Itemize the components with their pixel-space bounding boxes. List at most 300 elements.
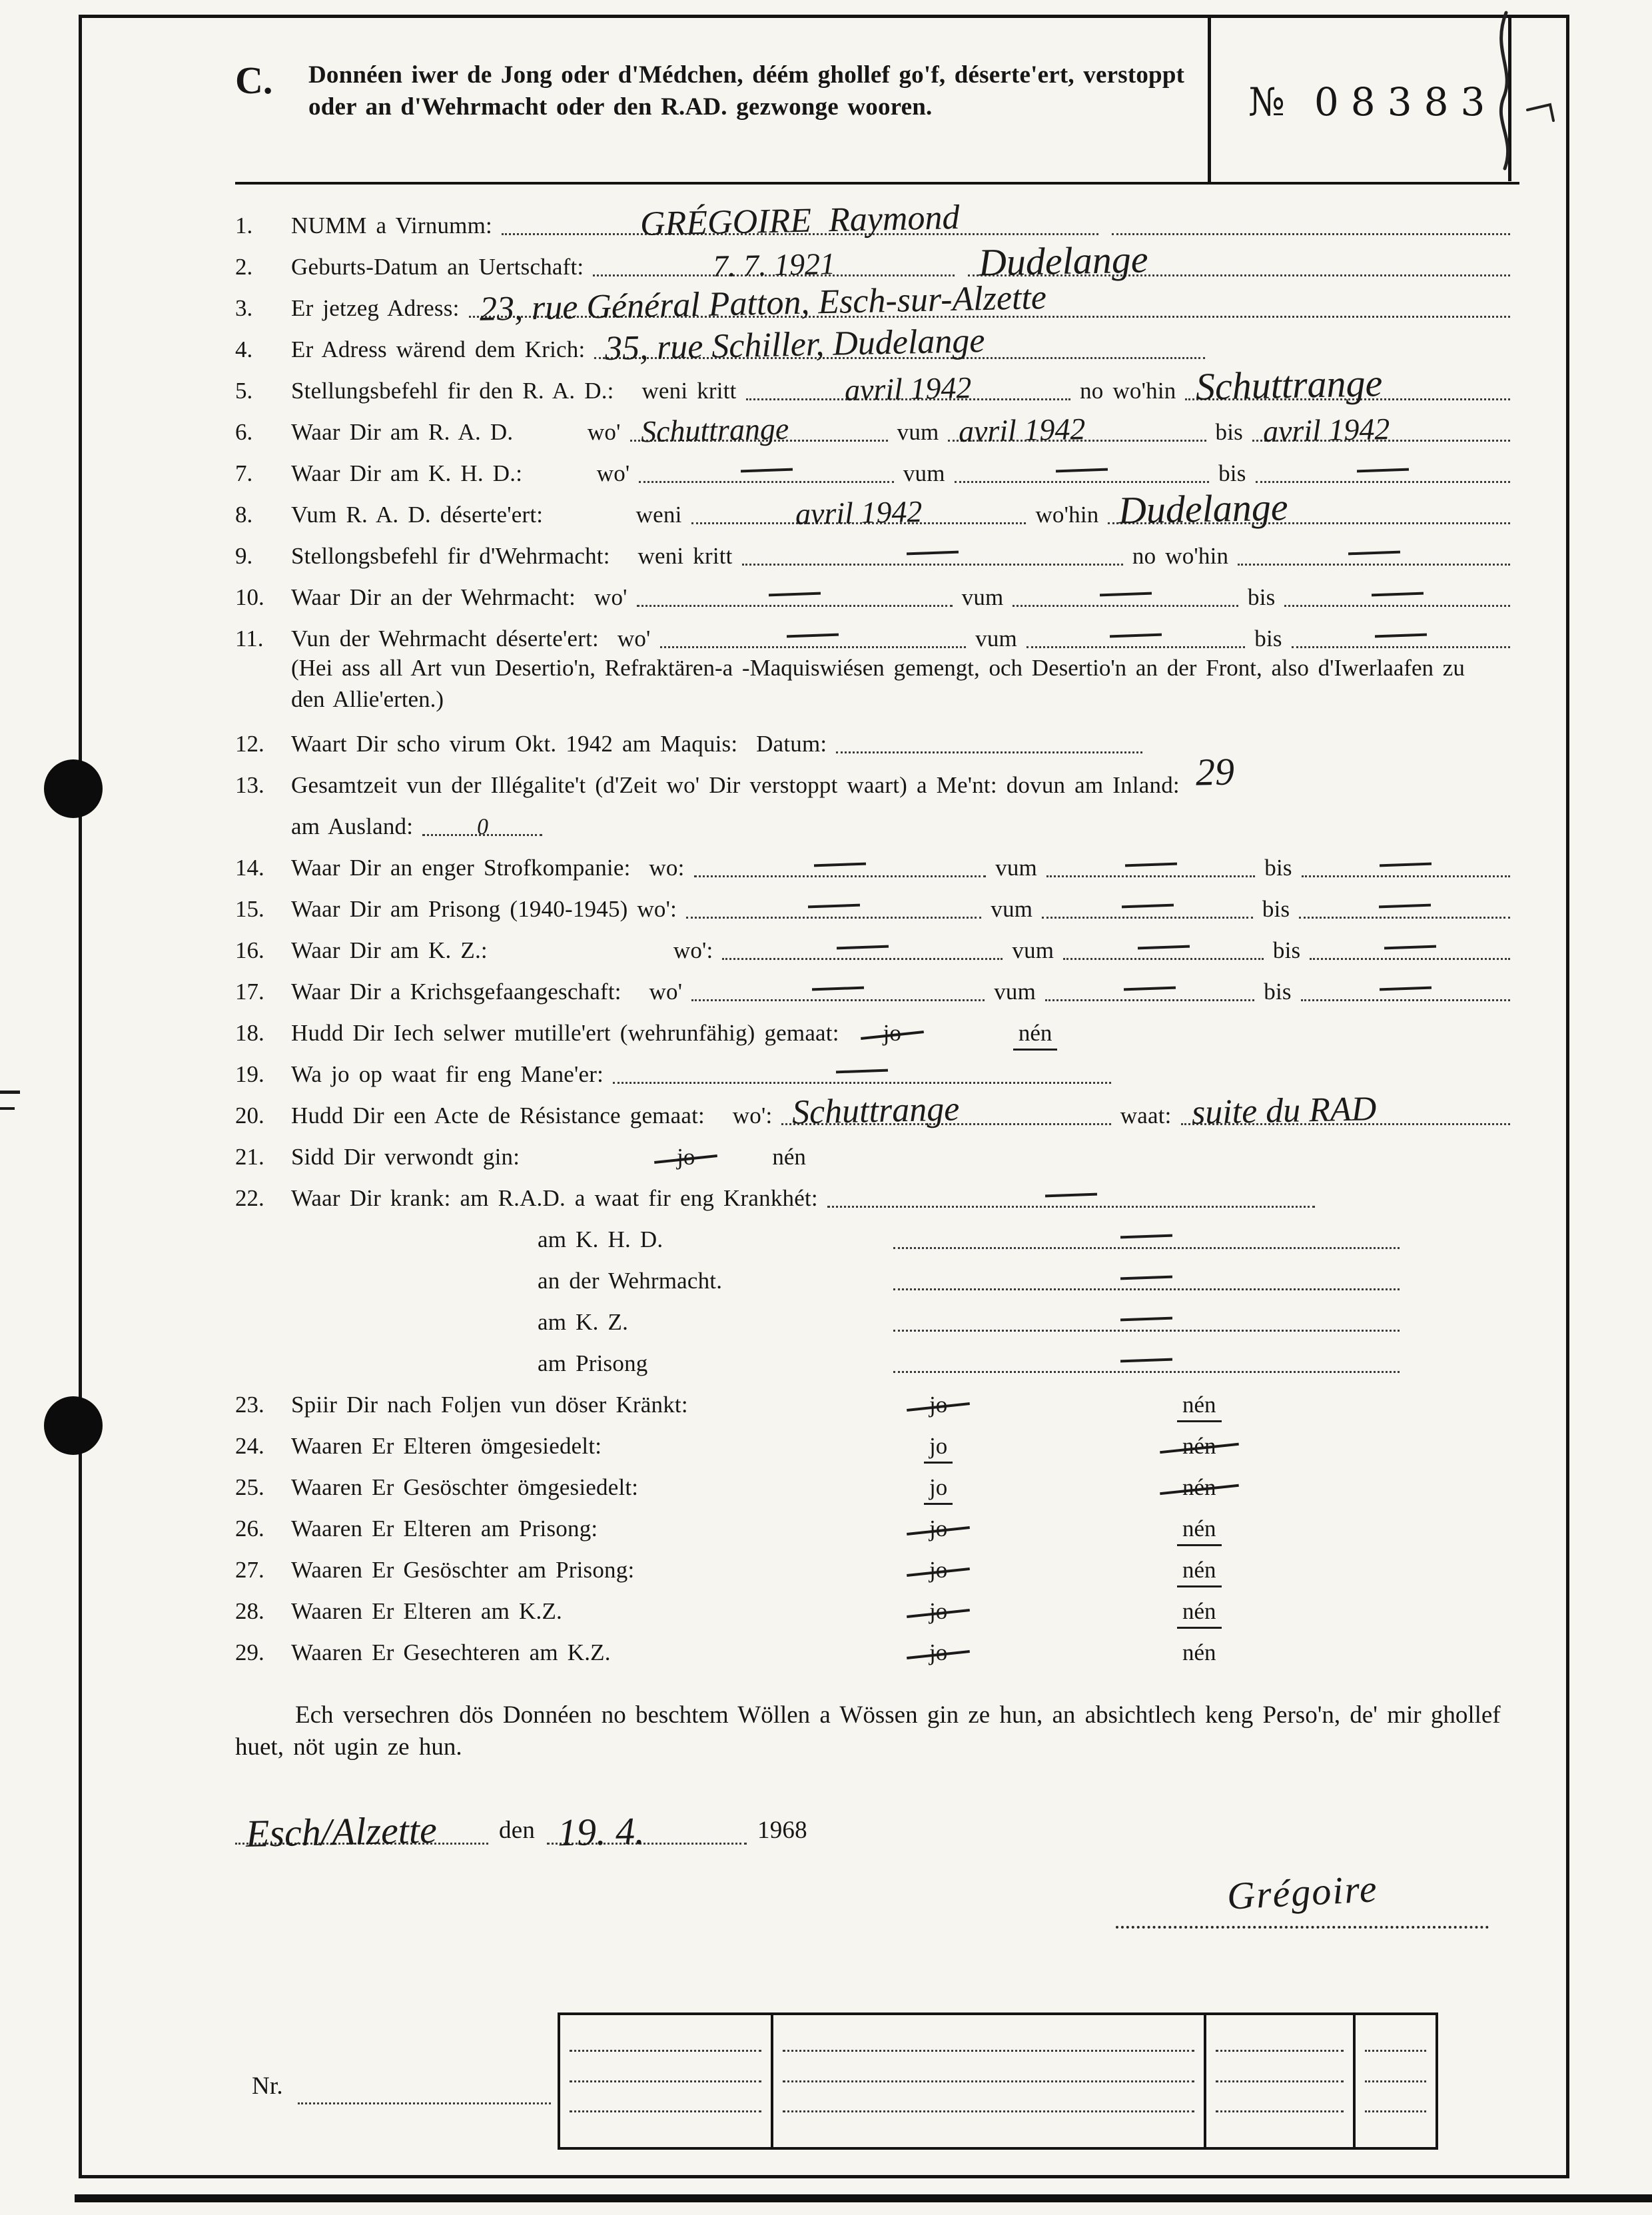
item-number: 12. [235, 731, 264, 757]
item-number: 3. [235, 295, 253, 321]
form-row-27 [235, 1546, 1519, 1587]
item-label: Waaren Er Gesechteren am K.Z. [291, 1639, 611, 1665]
dotted-line [836, 745, 1142, 753]
den-label: den [499, 1817, 536, 1844]
item-content [291, 1268, 1519, 1298]
item-content [291, 1392, 1519, 1422]
footer-table-dotted-row [1365, 2050, 1426, 2052]
dotted-line [1108, 485, 1510, 532]
footer-table-dotted-row [1365, 2110, 1426, 2112]
item-content [291, 1090, 1519, 1133]
item-label: vum [995, 855, 1037, 881]
handwritten-dash [1120, 1358, 1172, 1363]
place-date-row [235, 1801, 1519, 1855]
item-label: vum [903, 460, 945, 486]
handwritten-value: 0 [476, 815, 489, 840]
item-content [291, 1557, 1519, 1587]
footer-table-dotted-row [570, 2110, 761, 2112]
dotted-line [1112, 226, 1510, 235]
form-row-8 [235, 485, 1519, 532]
handwritten-dash [836, 1069, 888, 1074]
form-row-16 [235, 927, 1519, 968]
item-content [291, 460, 1519, 491]
item-label: am Prisong [538, 1350, 648, 1376]
answer-jo: jo [924, 1474, 953, 1505]
section-letter: C. [235, 59, 273, 102]
handwritten-value: Schuttrange [640, 411, 789, 448]
handwritten-dash [837, 945, 889, 950]
handwritten-dash [787, 634, 839, 638]
dotted-line [686, 905, 981, 919]
form-number-value: 08383 [1314, 79, 1497, 125]
item-content [291, 411, 1519, 450]
signature-handwritten: Grégoire [1226, 1867, 1379, 1918]
item-label: am Ausland: [291, 813, 414, 839]
form-row-29 [235, 1629, 1519, 1670]
dotted-line [691, 987, 985, 1001]
handwritten-dash [1375, 634, 1427, 638]
item-label: Sidd Dir verwondt gin: [291, 1144, 520, 1170]
item-label: Vun der Wehrmacht déserte'ert: wo' [291, 626, 651, 652]
item-label: vum [897, 419, 939, 445]
item-content [291, 1185, 1519, 1216]
form-row-4 [235, 322, 1519, 368]
item-number: 6. [235, 419, 253, 445]
form-row-15 [235, 885, 1519, 927]
footer-table-dotted-row [783, 2080, 1194, 2082]
dotted-line [893, 1276, 1400, 1290]
item-number: 5. [235, 378, 253, 404]
handwritten-dash [1379, 904, 1431, 909]
dotted-line [746, 370, 1071, 407]
item-label: bis [1248, 584, 1276, 610]
item-content [291, 896, 1519, 927]
form-row-x13 [235, 803, 1519, 844]
dotted-line [594, 322, 1204, 368]
item-label: Stellongsbefehl fir d'Wehrmacht: weni kritt [291, 543, 733, 569]
handwritten-dash [1045, 1193, 1097, 1198]
handwritten-value: Schuttrange [791, 1090, 961, 1132]
handwritten-dash [808, 904, 860, 909]
form-row-28 [235, 1587, 1519, 1629]
year-label: 1968 [757, 1817, 807, 1844]
item-content [291, 1474, 1519, 1505]
handwritten-value: 7. 7. 1921 [712, 246, 836, 283]
header-divider [235, 182, 1519, 185]
footer-table-dotted-row [1216, 2110, 1344, 2112]
item-label: vum [961, 584, 1004, 610]
footer-table-column [1356, 2015, 1436, 2147]
footer-table [558, 2012, 1438, 2150]
footer-table-column [560, 2015, 773, 2147]
handwritten-dash [1110, 634, 1162, 638]
item-content [291, 937, 1519, 968]
dotted-line [469, 278, 1511, 329]
handwritten-dash [1056, 468, 1108, 473]
item-content [291, 199, 1519, 244]
item-number: 15. [235, 896, 264, 922]
handwritten-value: Dudelange [978, 237, 1149, 284]
form-row-5 [235, 360, 1519, 408]
form-row-20 [235, 1092, 1519, 1133]
item-content [291, 1639, 1519, 1670]
handwritten-dash [812, 987, 864, 991]
dotted-line [1301, 987, 1510, 1001]
answer-nen: nén [1177, 1474, 1222, 1505]
dotted-line [1238, 552, 1510, 566]
dotted-line [722, 946, 1003, 960]
place-line [235, 1807, 488, 1855]
answer-nen: nén [1177, 1392, 1222, 1422]
form-row-23 [235, 1381, 1519, 1422]
pen-mark-icon [1450, 9, 1563, 189]
item-label: Waar Dir a Krichsgefaangeschaft: wo' [291, 979, 683, 1005]
item-number: 20. [235, 1103, 264, 1128]
dotted-line [1310, 946, 1510, 960]
handwritten-dash [1372, 592, 1424, 597]
dotted-line [1063, 946, 1264, 960]
item-number: 17. [235, 979, 264, 1005]
item-label: Waaren Er Elteren ömgesiedelt: [291, 1433, 602, 1459]
form-row-25 [235, 1464, 1519, 1505]
item-number: 9. [235, 543, 253, 569]
dotted-line [1046, 863, 1255, 877]
form-row-17 [235, 968, 1519, 1009]
form-row-26 [235, 1505, 1519, 1546]
item-content [291, 584, 1519, 615]
form-items [235, 199, 1519, 1670]
item-label: am K. Z. [538, 1309, 629, 1335]
dotted-line [1027, 634, 1245, 648]
item-content [291, 360, 1519, 408]
item-label: vum [975, 626, 1017, 652]
item-label: Waar Dir am Prisong (1940-1945) wo': [291, 896, 677, 922]
dotted-line [1013, 593, 1238, 607]
item-content [291, 278, 1519, 329]
handwritten-dash [1380, 987, 1432, 991]
handwritten-dash [1138, 945, 1190, 950]
date-line [547, 1809, 747, 1855]
item-number: 18. [235, 1020, 264, 1046]
handwritten-value: 23, rue Général Patton, Esch-sur-Alzette [478, 278, 1047, 329]
item-label: Geburts-Datum an Uertschaft: [291, 254, 584, 280]
item-label: Waart Dir scho virum Okt. 1942 am Maquis: Datum: [291, 731, 827, 757]
form-row-x23 [235, 1216, 1519, 1257]
item-number: 10. [235, 584, 264, 610]
handwritten-dash [1357, 468, 1409, 473]
item-label: bis [1215, 419, 1243, 445]
item-label: Hudd Dir een Acte de Résistance gemaat: wo': [291, 1103, 773, 1128]
footer-table-dotted-row [783, 2050, 1194, 2052]
form-row-x24 [235, 1257, 1519, 1298]
handwritten-value: avril 1942 [844, 370, 973, 407]
handwritten-dash [1120, 1234, 1172, 1239]
item-label: vum [991, 896, 1033, 922]
dotted-line [1185, 360, 1510, 408]
handwritten-value: Schuttrange [1195, 360, 1384, 408]
footer-table-dotted-row [570, 2080, 761, 2082]
item-label: Er jetzeg Adress: [291, 295, 460, 321]
dotted-line [955, 469, 1209, 483]
form-row-19 [235, 1051, 1519, 1092]
item-label: Waar Dir an enger Strofkompanie: wo: [291, 855, 685, 881]
item-content [291, 813, 1519, 844]
handwritten-dash [1122, 904, 1174, 909]
item-label: Vum R. A. D. déserte'ert: weni [291, 502, 682, 528]
handwritten-dash [814, 863, 866, 867]
answer-jo: jo [671, 1144, 700, 1174]
declaration-text: Ech versechren dös Donnéen no beschtem Wöllen a Wössen gin ze hun, an absichtlech keng Perso'n, de' mir ghollef huet, nöt ugin ze hun. [235, 1701, 1501, 1761]
form-row-24 [235, 1422, 1519, 1464]
nr-label: Nr. [252, 2072, 283, 2100]
handwritten-value: 29 [1195, 749, 1235, 794]
form-row-22 [235, 1174, 1519, 1216]
form-row-6 [235, 408, 1519, 450]
item-label: Waaren Er Gesöschter am Prisong: [291, 1557, 635, 1583]
answer-nen: nén [1013, 1020, 1058, 1051]
item-content [291, 1061, 1519, 1092]
answer-jo: jo [924, 1639, 953, 1670]
handwritten-value: Dudelange [1118, 485, 1289, 532]
item-label: waat: [1120, 1103, 1172, 1128]
dotted-line [1299, 905, 1510, 919]
handwritten-value: avril 1942 [795, 494, 923, 531]
item-content [291, 626, 1519, 656]
item-label: Spiir Dir nach Foljen vun döser Kränkt: [291, 1392, 688, 1418]
item-number: 8. [235, 502, 253, 528]
dotted-line [1181, 1090, 1510, 1132]
form-border [79, 15, 1569, 2178]
item-label: Hudd Dir Iech selwer mutille'ert (wehrunfähig) gemaat: [291, 1020, 839, 1046]
handwritten-dash [1384, 945, 1436, 950]
handwritten-dash [1380, 863, 1432, 867]
item-label: bis [1272, 937, 1301, 963]
item-label: no wo'hin [1132, 543, 1229, 569]
footer-table-dotted-row [1365, 2080, 1426, 2082]
nr-dotted-line [298, 2082, 551, 2104]
place-handwritten: Esch/Alzette [245, 1807, 438, 1855]
item-content [291, 485, 1519, 532]
answer-jo: jo [924, 1516, 953, 1546]
answer-nen: nén [772, 1144, 806, 1170]
item-label: bis [1264, 979, 1292, 1005]
answer-nen: nén [1177, 1516, 1222, 1546]
handwritten-dash [1100, 592, 1152, 597]
answer-jo: jo [924, 1392, 953, 1422]
answer-jo: jo [878, 1020, 907, 1051]
item-label: wo'hin [1035, 502, 1099, 528]
item-label: Waar Dir am K. H. D.: wo' [291, 460, 630, 486]
item-content [291, 1309, 1519, 1340]
footer-table-dotted-row [570, 2050, 761, 2052]
item-number: 22. [235, 1185, 264, 1211]
item-content [291, 749, 1519, 803]
answer-nen: nén [1177, 1433, 1222, 1464]
handwritten-dash [1348, 551, 1400, 556]
numero-sign: № [1248, 79, 1285, 125]
item-content [291, 1226, 1519, 1257]
answer-nen: nén [1177, 1557, 1222, 1587]
hole-punch-top [44, 759, 103, 818]
dotted-line [660, 634, 967, 648]
item-label: Er Adress wärend dem Krich: [291, 336, 586, 362]
form-row-21 [235, 1133, 1519, 1174]
dotted-line [827, 1194, 1315, 1208]
item-label: Waar Dir krank: am R.A.D. a waat fir eng Krankhét: [291, 1185, 818, 1211]
item-content [291, 543, 1519, 574]
item-number: 23. [235, 1392, 264, 1418]
item-number: 21. [235, 1144, 264, 1170]
form-row-13 [235, 749, 1519, 803]
handwritten-dash [1125, 863, 1177, 867]
form-row-x26 [235, 1340, 1519, 1381]
dotted-line [1045, 987, 1254, 1001]
item-label: NUMM a Virnumm: [291, 213, 492, 238]
item-number: 4. [235, 336, 253, 362]
item-label: Wa jo op waat fir eng Mane'er: [291, 1061, 604, 1087]
item-label: Stellungsbefehl fir den R. A. D.: weni kritt [291, 378, 737, 404]
form-row-11 [235, 615, 1519, 656]
item-content [291, 237, 1519, 284]
answer-jo: jo [924, 1598, 953, 1629]
dotted-line [691, 494, 1027, 531]
dotted-line [502, 199, 1098, 244]
handwritten-dash [769, 592, 821, 597]
scan-artifact [0, 1091, 20, 1094]
form-row-14 [235, 844, 1519, 885]
item-label: bis [1218, 460, 1246, 486]
item-content [291, 1516, 1519, 1546]
handwritten-dash [1124, 987, 1176, 991]
item-label: bis [1262, 896, 1290, 922]
form-row-3 [235, 278, 1519, 329]
answer-nen: nén [1182, 1639, 1216, 1665]
dotted-line [1284, 593, 1510, 607]
handwritten-dash [1120, 1317, 1172, 1322]
item-number: 16. [235, 937, 264, 963]
dotted-line [637, 593, 953, 607]
dotted-line [893, 1359, 1400, 1373]
form-row-x25 [235, 1298, 1519, 1340]
handwritten-dash [741, 468, 793, 473]
dotted-line [742, 552, 1123, 566]
footer-table-column [773, 2015, 1206, 2147]
form-row-10 [235, 574, 1519, 615]
footer-table-dotted-row [1216, 2050, 1344, 2052]
footer-table-dotted-row [1216, 2080, 1344, 2082]
item-number: 24. [235, 1433, 264, 1459]
dotted-line [1302, 863, 1510, 877]
item-content [291, 1020, 1519, 1051]
item-content [291, 1144, 1519, 1174]
dotted-line [422, 815, 542, 840]
item-content [291, 855, 1519, 885]
form-row-2 [235, 237, 1519, 284]
form-row-9 [235, 532, 1519, 574]
item-label: no wo'hin [1080, 378, 1176, 404]
item-number: 2. [235, 254, 253, 280]
item-number: 7. [235, 460, 253, 486]
scan-artifact [0, 1107, 15, 1110]
handwritten-value: avril 1942 [1262, 411, 1390, 448]
item-content [291, 1433, 1519, 1464]
item-label: an der Wehrmacht. [538, 1268, 723, 1294]
dotted-line [1256, 469, 1510, 483]
date-handwritten: 19. 4. [557, 1809, 645, 1855]
item-label: Waaren Er Gesöschter ömgesiedelt: [291, 1474, 639, 1500]
handwritten-value: GRÉGOIRE Raymond [639, 199, 961, 244]
item-label: Gesamtzeit vun der Illégalite't (d'Zeit wo' Dir verstoppt waart) a Me'nt: dovun am Inland: [291, 772, 1180, 798]
handwritten-value: 35, rue Schiller, Dudelange [604, 322, 986, 368]
dotted-line [639, 469, 893, 483]
item-label: bis [1264, 855, 1292, 881]
item-content [291, 1350, 1519, 1381]
hole-punch-bottom [44, 1396, 103, 1455]
dotted-line [893, 1235, 1400, 1249]
signature-area [1116, 1867, 1489, 1929]
item-label: am K. H. D. [538, 1226, 663, 1252]
item-note: (Hei ass all Art vun Desertio'n, Refraktären-a -Maquiswiésen gemengt, och Desertio'n an der Front, also d'Iwerlaafen zu den Allie'erten.) [291, 655, 1465, 712]
item-number: 28. [235, 1598, 264, 1624]
item-label: Waaren Er Elteren am Prisong: [291, 1516, 598, 1542]
item-label: vum [994, 979, 1036, 1005]
footer-table-dotted-row [783, 2110, 1194, 2112]
dotted-line [613, 1070, 1111, 1084]
item-number: 27. [235, 1557, 264, 1583]
handwritten-dash [907, 551, 959, 556]
item-label: Waar Dir am R. A. D. wo' [291, 419, 621, 445]
dotted-line [1042, 905, 1253, 919]
item-content [291, 979, 1519, 1009]
form-header [235, 18, 1566, 182]
form-row-7 [235, 450, 1519, 491]
dotted-line [630, 411, 888, 448]
item-number: 13. [235, 772, 264, 798]
dotted-line [1252, 411, 1510, 448]
item-number: 19. [235, 1061, 264, 1087]
item-number: 11. [235, 626, 264, 652]
answer-jo: jo [924, 1433, 953, 1464]
dotted-line [694, 863, 987, 877]
item-number: 14. [235, 855, 264, 881]
item-label: Waaren Er Elteren am K.Z. [291, 1598, 562, 1624]
item-number: 29. [235, 1639, 264, 1665]
form-row-18 [235, 1009, 1519, 1051]
dotted-line [593, 246, 955, 283]
item-label: Waar Dir am K. Z.: wo': [291, 937, 713, 963]
item-number: 26. [235, 1516, 264, 1542]
item-label: bis [1254, 626, 1282, 652]
scan-edge-strip [75, 2194, 1652, 2202]
dotted-line [893, 1318, 1400, 1332]
item-label: vum [1012, 937, 1054, 963]
item-content [291, 1598, 1519, 1629]
handwritten-value: avril 1942 [958, 411, 1086, 448]
item-number: 25. [235, 1474, 264, 1500]
item-label: Waar Dir an der Wehrmacht: wo' [291, 584, 627, 610]
dotted-line [948, 411, 1206, 448]
footer-table-column [1206, 2015, 1356, 2147]
dotted-line [968, 237, 1510, 284]
form-row-1 [235, 199, 1519, 244]
item-number: 1. [235, 213, 253, 238]
dotted-line [1292, 634, 1510, 648]
handwritten-value: suite du RAD [1191, 1090, 1377, 1132]
header-description: Donnéen iwer de Jong oder d'Médchen, déém ghollef go'f, déserte'ert, verstoppt oder an d'Wehrmacht oder den R.AD. gezwonge wooren. [308, 61, 1185, 121]
handwritten-dash [1120, 1276, 1172, 1280]
dotted-line [781, 1090, 1110, 1132]
answer-jo: jo [924, 1557, 953, 1587]
